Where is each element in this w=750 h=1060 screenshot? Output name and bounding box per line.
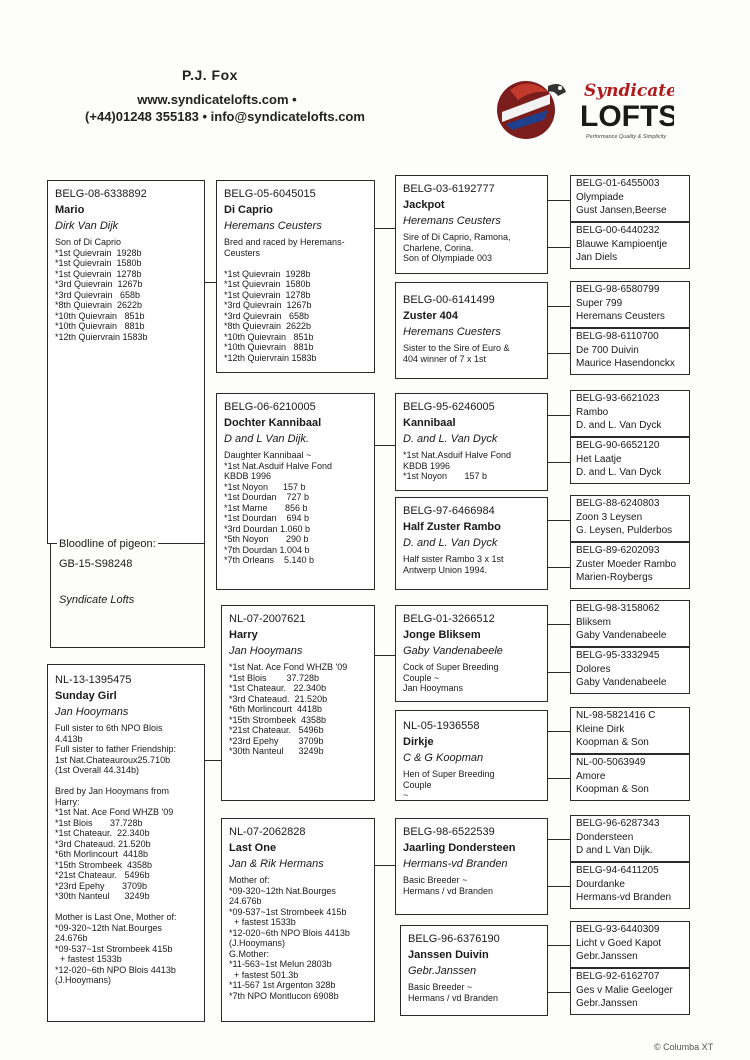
grandparent-card xyxy=(395,282,548,379)
result-line: *6th Morlincourt 4418b xyxy=(55,849,149,859)
ring-number: BELG-03-6192777 xyxy=(403,183,495,195)
result-line: Half sister Rambo 3 x 1st xyxy=(403,554,504,564)
owner-name: Hermans-vd Branden xyxy=(403,858,508,870)
result-line: *12th Quiervrain 1583b xyxy=(224,352,317,363)
result-line: *11-563~1st Melun 2803b xyxy=(229,959,332,969)
result-line: + fastest 1533b xyxy=(229,917,296,927)
owner-name: D. and L. Van Dyck xyxy=(576,467,662,479)
pigeon-name: Dondersteen xyxy=(576,831,634,843)
owner-name: D. and L. Van Dyck xyxy=(576,420,662,432)
result-line: *23rd Epehy 3709b xyxy=(55,880,148,891)
great-grandparent-card xyxy=(570,921,690,968)
result-line: *1st Chateaur. 22.340b xyxy=(55,828,150,838)
pigeon-name: Kannibaal xyxy=(403,417,456,429)
owner-name: D. and L. Van Dyck xyxy=(403,537,498,549)
ring-number: BELG-98-3158062 xyxy=(576,603,660,614)
result-line: *10th Quievrain 851b xyxy=(55,310,145,321)
owner-name: Jan Diels xyxy=(576,252,618,264)
connector-line xyxy=(375,865,395,866)
result-line: *1st Nat. Ace Fond WHZB '09 xyxy=(55,807,174,817)
connector-line xyxy=(375,655,395,656)
result-line: *1st Quievrain 1278b xyxy=(55,268,142,279)
grandparent-card xyxy=(395,818,548,915)
result-line: KBDB 1996 xyxy=(224,471,272,481)
ring-number: NL-98-5821416 C xyxy=(576,710,656,721)
result-line xyxy=(55,902,197,913)
result-line: *09-537~1st Strombeek 415b xyxy=(55,943,173,954)
connector-line xyxy=(548,886,570,887)
result-line: *11-567 1st Argenton 328b xyxy=(229,980,336,990)
ring-number: BELG-93-6440309 xyxy=(576,924,660,935)
result-line: (J.Hooymans) xyxy=(229,938,286,948)
parent-card xyxy=(216,180,375,373)
grandparent-card xyxy=(395,710,548,801)
ring-number: BELG-95-6246005 xyxy=(403,401,495,413)
ring-number: BELG-05-6045015 xyxy=(224,188,316,200)
pigeon-name: Zuster 404 xyxy=(403,310,459,322)
result-line: Harry: xyxy=(55,796,80,807)
result-line: Basic Breeder ~ xyxy=(403,875,468,885)
owner-name: Gaby Vandenabeele xyxy=(403,645,503,657)
result-line: *3rd Quievrain 1267b xyxy=(224,300,312,310)
pigeon-name: Super 799 xyxy=(576,297,623,309)
result-line: Hen of Super Breeding xyxy=(403,769,495,779)
ring-number: BELG-98-6110700 xyxy=(576,331,659,342)
pigeon-name: Bliksem xyxy=(576,616,612,628)
pigeon-name: Ges v Malie Geeloger xyxy=(576,984,673,996)
ring-number: BELG-93-6621023 xyxy=(576,393,660,404)
pigeon-name: Di Caprio xyxy=(224,204,273,216)
connector-line xyxy=(548,567,570,568)
great-grandparent-card xyxy=(570,495,690,542)
ring-number: BELG-96-6287343 xyxy=(576,818,660,829)
great-grandparent-card xyxy=(570,815,690,862)
ring-number: NL-07-2007621 xyxy=(229,613,306,625)
pigeon-name: Harry xyxy=(229,629,258,641)
connector-line xyxy=(548,672,570,673)
svg-text:Syndicate: Syndicate xyxy=(584,81,674,101)
bloodline-box xyxy=(50,538,205,648)
result-line: *1st Nat.Asduif Halve Fond xyxy=(403,450,512,460)
result-line: *1st Dourdan 727 b xyxy=(224,492,310,502)
result-line xyxy=(224,258,367,269)
result-line: *10th Quievrain 881b xyxy=(55,321,145,331)
result-line: Mother of: xyxy=(229,875,270,885)
result-line: *3rd Quievrain 658b xyxy=(224,310,310,321)
owner-name: C & G Koopman xyxy=(403,752,484,764)
owner-name: Dirk Van Dijk xyxy=(55,220,119,232)
owner-name: Marien-Roybergs xyxy=(576,572,653,584)
dam-pigeon-card xyxy=(47,664,205,1022)
result-line: Bred and raced by Heremans- xyxy=(224,237,345,247)
subject-pigeon-card xyxy=(47,180,205,544)
result-line: *15th Strombeek 4358b xyxy=(229,714,327,725)
parent-card xyxy=(221,605,375,801)
great-grandparent-card xyxy=(570,968,690,1015)
result-line: *1st Chateaur. 22.340b xyxy=(229,683,327,693)
result-line: *3rd Chateaud. 21.520b xyxy=(229,693,328,704)
result-line: *21st Chateaur. 5496b xyxy=(229,725,324,735)
result-line: *09-320~12th Nat.Bourges xyxy=(229,885,336,896)
pigeon-name: Jaarling Dondersteen xyxy=(403,842,516,854)
connector-line xyxy=(548,731,570,732)
result-line: *15th Strombeek 4358b xyxy=(55,859,153,870)
result-line: Charlene, Corina. xyxy=(403,242,474,253)
pigeon-name: Kleine Dirk xyxy=(576,723,625,735)
ring-number: BELG-92-6162707 xyxy=(576,971,660,982)
result-line: *21st Chateaur. 5496b xyxy=(55,870,150,880)
result-line: KBDB 1996 xyxy=(403,460,451,471)
result-line: Daughter Kannibaal ~ xyxy=(224,450,312,460)
result-line: (1st Overall 44.314b) xyxy=(55,765,140,775)
bloodline-title: Bloodline of pigeon: xyxy=(59,538,156,550)
owner-name: Maurice Hasendonckx xyxy=(576,358,675,370)
owner-name: Heremans Ceusters xyxy=(403,215,501,227)
pigeon-name: Dochter Kannibaal xyxy=(224,417,322,429)
result-line: 4.413b xyxy=(55,733,83,744)
pigeon-name: De 700 Duivin xyxy=(576,344,639,356)
grandparent-card xyxy=(400,925,548,1016)
result-line: *1st Quievrain 1580b xyxy=(224,279,311,289)
pigeon-name: Zuster Moeder Rambo xyxy=(576,558,677,570)
great-grandparent-card xyxy=(570,600,690,647)
connector-line xyxy=(375,228,395,229)
pigeon-name: Rambo xyxy=(576,406,609,418)
owner-name: Heremans Ceusters xyxy=(576,311,665,323)
pigeon-name: Sunday Girl xyxy=(55,690,117,702)
result-line: (J.Hooymans) xyxy=(55,975,112,985)
ring-number: BELG-98-6522539 xyxy=(403,826,495,838)
pigeon-name: Licht v Goed Kapot xyxy=(576,937,662,949)
owner-name: D and L Van Dijk. xyxy=(224,433,309,445)
result-line: 1st Nat.Chateauroux25.710b xyxy=(55,754,171,765)
result-line: *7th Orleans 5.140 b xyxy=(224,555,315,565)
svg-text:LOFTS: LOFTS xyxy=(580,100,674,133)
ring-number: BELG-06-6210005 xyxy=(224,401,316,413)
result-line: *1st Marne 856 b xyxy=(224,502,308,513)
result-line: + fastest 501.3b xyxy=(229,969,299,980)
owner-name: G. Leysen, Pulderbos xyxy=(576,525,673,537)
pigeon-name: Zoon 3 Leysen xyxy=(576,511,643,523)
result-line: *1st Noyon 157 b xyxy=(403,471,488,481)
result-line: *7th Dourdan 1.004 b xyxy=(224,544,310,555)
pigeon-name: Mario xyxy=(55,204,85,216)
result-line: *3rd Dourdan 1.060 b xyxy=(224,523,311,534)
result-line: Jan Hooymans xyxy=(403,683,464,693)
result-line: + fastest 1533b xyxy=(55,954,122,964)
result-line: G.Mother: xyxy=(229,948,270,959)
result-line xyxy=(55,776,197,787)
connector-line xyxy=(548,624,570,625)
owner-name: Koopman & Son xyxy=(576,784,649,796)
owner-name: Jan Hooymans xyxy=(55,706,129,718)
result-line: *8th Quievrain 2622b xyxy=(224,321,312,331)
connector-line xyxy=(548,778,570,779)
result-line: Mother is Last One, Mother of: xyxy=(55,912,177,922)
connector-line xyxy=(548,462,570,463)
great-grandparent-card xyxy=(570,647,690,694)
owner-name: Gaby Vandenabeele xyxy=(576,677,667,689)
owner-name: Heremans Cuesters xyxy=(403,326,501,338)
result-line: *12th Quiervrain 1583b xyxy=(55,331,148,342)
bloodline-ring: GB-15-S98248 xyxy=(59,558,133,570)
great-grandparent-card xyxy=(570,754,690,801)
connector-line xyxy=(205,282,216,283)
result-line: *10th Quievrain 881b xyxy=(224,342,314,352)
owner-name: Koopman & Son xyxy=(576,737,649,749)
pigeon-name: Dourdanke xyxy=(576,878,625,890)
footer-credit: © Columba XT xyxy=(654,1042,714,1052)
pigeon-name: Jonge Bliksem xyxy=(403,629,481,641)
ring-number: NL-00-5063949 xyxy=(576,757,646,768)
website-text: www.syndicatelofts.com • xyxy=(137,92,297,107)
result-line: *1st Quievrain 1580b xyxy=(55,258,142,268)
great-grandparent-card xyxy=(570,222,690,269)
ring-number: BELG-00-6440232 xyxy=(576,225,660,236)
pigeon-name: Olympiade xyxy=(576,191,624,203)
result-line: Son of Di Caprio xyxy=(55,237,122,247)
result-line: Cock of Super Breeding xyxy=(403,662,499,672)
ring-number: BELG-08-6338892 xyxy=(55,188,147,200)
result-line: *30th Nanteul 3249b xyxy=(229,746,324,756)
ring-number: BELG-98-6580799 xyxy=(576,284,660,295)
result-line: Full sister to 6th NPO Blois xyxy=(55,723,163,733)
result-line: Antwerp Union 1994. xyxy=(403,564,488,575)
owner-name: Gaby Vandenabeele xyxy=(576,630,667,642)
owner-name: Hermans-vd Branden xyxy=(576,892,672,904)
result-line: *1st Noyon 157 b xyxy=(224,481,306,492)
grandparent-card xyxy=(395,605,548,702)
connector-line xyxy=(548,415,570,416)
pigeon-name: Half Zuster Rambo xyxy=(403,521,501,533)
connector-line xyxy=(548,520,570,521)
pigeon-name: Blauwe Kampioentje xyxy=(576,238,668,250)
breeder-name: P.J. Fox xyxy=(182,67,238,83)
ring-number: BELG-01-6455003 xyxy=(576,178,660,189)
ring-number: NL-07-2062828 xyxy=(229,826,306,838)
connector-line xyxy=(548,839,570,840)
bloodline-origin: Syndicate Lofts xyxy=(59,594,135,606)
ring-number: BELG-96-6376190 xyxy=(408,933,500,945)
result-line: Sire of Di Caprio, Ramona, xyxy=(403,232,511,242)
ring-number: BELG-01-3266512 xyxy=(403,613,495,625)
ring-number: BELG-97-6466984 xyxy=(403,505,495,517)
result-line: 24.676b xyxy=(55,933,88,943)
great-grandparent-card xyxy=(570,542,690,589)
result-line: Son of Olympiade 003 xyxy=(403,253,493,263)
ring-number: BELG-88-6240803 xyxy=(576,498,660,509)
result-line: *09-320~12th Nat.Bourges xyxy=(55,922,162,933)
result-line: *09-537~1st Strombeek 415b xyxy=(229,906,347,917)
pigeon-name: Dirkje xyxy=(403,736,434,748)
ring-number: BELG-94-6411205 xyxy=(576,865,659,876)
pigeon-name: Jackpot xyxy=(403,199,445,211)
syndicate-lofts-logo xyxy=(488,70,674,142)
result-line: Ceusters xyxy=(224,247,261,258)
result-line: *1st Quievrain 1928b xyxy=(224,268,311,279)
grandparent-card xyxy=(395,393,548,491)
result-line: Full sister to father Friendship: xyxy=(55,744,177,754)
owner-name: Gebr.Janssen xyxy=(576,951,638,963)
result-line: *8th Quievrain 2622b xyxy=(55,300,143,310)
result-line: *3rd Chateaud. 21.520b xyxy=(55,838,151,849)
result-line: *6th Morlincourt 4418b xyxy=(229,704,323,714)
result-line: *3rd Quievrain 658b xyxy=(55,289,141,300)
result-line: *12-020~6th NPO Blois 4413b xyxy=(55,964,176,975)
result-line: *7th NPO Montlucon 6908b xyxy=(229,990,339,1001)
owner-name: Gebr.Janssen xyxy=(576,998,638,1010)
result-line: *30th Nanteul 3249b xyxy=(55,891,150,901)
connector-line xyxy=(548,353,570,354)
great-grandparent-card xyxy=(570,437,690,484)
great-grandparent-card xyxy=(570,328,690,375)
result-line: Hermans / vd Branden xyxy=(403,885,494,896)
owner-name: D. and L. Van Dyck xyxy=(403,433,498,445)
ring-number: BELG-90-6652120 xyxy=(576,440,660,451)
result-line: Couple ~ xyxy=(403,672,440,683)
result-line: *1st Nat.Asduif Halve Fond xyxy=(224,460,333,471)
pigeon-name: Het Laatje xyxy=(576,453,622,465)
result-line: Sister to the Sire of Euro & xyxy=(403,343,510,353)
result-line: *1st Blois 37.728b xyxy=(229,672,320,683)
grandparent-card xyxy=(395,175,548,274)
great-grandparent-card xyxy=(570,281,690,328)
result-line: ~ xyxy=(403,790,409,800)
great-grandparent-card xyxy=(570,175,690,222)
result-line: 24.676b xyxy=(229,896,262,906)
owner-name: Jan & Rik Hermans xyxy=(229,858,324,870)
connector-line xyxy=(548,247,570,248)
pigeon-name: Dolores xyxy=(576,663,611,675)
result-line: *1st Quievrain 1928b xyxy=(55,247,142,258)
result-line: *3rd Quievrain 1267b xyxy=(55,279,143,289)
ring-number: BELG-89-6202093 xyxy=(576,545,660,556)
svg-text:Performance Quality & Simplici: Performance Quality & Simplicity xyxy=(586,134,667,140)
connector-line xyxy=(205,760,221,761)
connector-line xyxy=(548,306,570,307)
ring-number: BELG-00-6141499 xyxy=(403,294,495,306)
great-grandparent-card xyxy=(570,862,690,909)
great-grandparent-card xyxy=(570,707,690,754)
result-line: *23rd Epehy 3709b xyxy=(229,735,324,746)
owner-name: Gust Jansen,Beerse xyxy=(576,205,667,217)
pigeon-name: Amore xyxy=(576,770,606,782)
result-line: *1st Quievrain 1278b xyxy=(224,289,311,300)
great-grandparent-card xyxy=(570,390,690,437)
owner-name: Heremans Ceusters xyxy=(224,220,322,232)
result-line: Bred by Jan Hooymans from xyxy=(55,786,170,796)
ring-number: NL-13-1395475 xyxy=(55,674,132,686)
contact-line: (+44)01248 355183 • info@syndicatelofts.com xyxy=(85,109,365,124)
pigeon-name: Janssen Duivin xyxy=(408,949,489,961)
ring-number: BELG-95-3332945 xyxy=(576,650,660,661)
result-line: *1st Nat. Ace Fond WHZB '09 xyxy=(229,662,348,672)
result-line: Hermans / vd Branden xyxy=(408,992,499,1003)
parent-card xyxy=(216,393,375,590)
connector-line xyxy=(548,200,570,201)
result-line: Couple xyxy=(403,779,432,790)
result-line: Basic Breeder ~ xyxy=(408,982,473,992)
pigeon-name: Last One xyxy=(229,842,277,854)
parent-card xyxy=(221,818,375,1022)
result-line: 404 winner of 7 x 1st xyxy=(403,353,487,364)
connector-line xyxy=(548,992,570,993)
connector-line xyxy=(548,945,570,946)
result-line: *12-020~6th NPO Blois 4413b xyxy=(229,927,350,938)
result-line: *1st Dourdan 694 b xyxy=(224,513,310,523)
result-line: *1st Blois 37.728b xyxy=(55,817,143,828)
pigeon-logo-icon xyxy=(488,70,674,142)
result-line: *5th Noyon 290 b xyxy=(224,534,309,544)
owner-name: Jan Hooymans xyxy=(229,645,303,657)
owner-name: D and L Van Dijk. xyxy=(576,845,653,857)
ring-number: NL-05-1936558 xyxy=(403,720,480,732)
owner-name: Gebr.Janssen xyxy=(408,965,477,977)
result-line: *10th Quievrain 851b xyxy=(224,331,314,342)
connector-line xyxy=(375,445,395,446)
grandparent-card xyxy=(395,497,548,590)
